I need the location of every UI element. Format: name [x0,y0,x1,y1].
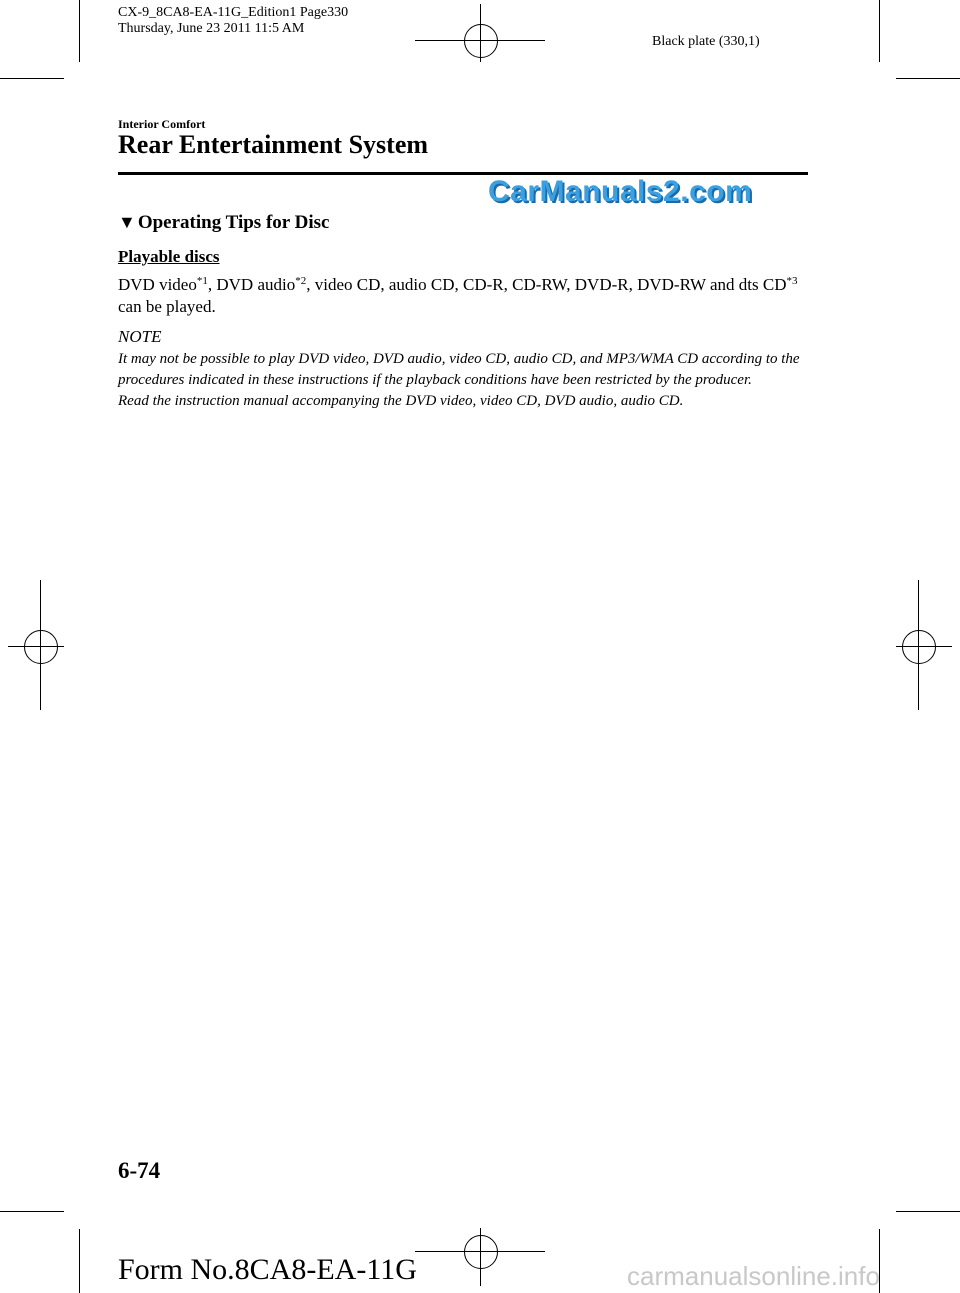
slug-line-2: Thursday, June 23 2011 11:5 AM [118,21,305,36]
footnote-ref: *2 [295,275,307,287]
form-number: Form No.8CA8-EA-11G [118,1253,417,1286]
print-slug [118,5,348,37]
page-number: 6-74 [118,1158,161,1183]
text-run: can be played. [118,297,216,316]
triangle-marker-icon: ▼ [118,212,136,232]
footer-watermark: carmanualsonline.info [627,1261,880,1291]
body-paragraph [118,274,810,318]
note-paragraph-2: Read the instruction manual accompanying the DVD video, video CD, DVD audio, audio CD. [118,393,684,409]
text-run: , video CD, audio CD, CD-R, CD-RW, DVD-R, DVD-RW and dts CD [306,275,787,294]
footnote-ref: *3 [786,275,798,287]
text-run: DVD video [118,275,197,294]
note-title: NOTE [118,327,162,346]
watermark-logo: CarManuals2.com [488,175,753,208]
note-paragraph-1: It may not be possible to play DVD video, DVD audio, video CD, audio CD, and MP3/WMA CD according to the procedures indicated in these instructions if the playback conditions have been restricted by the producer. [118,351,800,388]
footnote-ref: *1 [196,275,208,287]
playable-discs-label: Playable discs [118,247,220,266]
section-title: Interior Comfort [118,117,206,131]
subsection-heading-text: Operating Tips for Disc [137,212,330,233]
subsection-heading [118,212,329,234]
text-run: , DVD audio [207,275,296,294]
note-body [118,349,810,412]
slug-line-1: CX-9_8CA8-EA-11G_Edition1 Page330 [118,5,349,20]
plate-label: Black plate (330,1) [652,34,760,49]
chapter-title: Rear Entertainment System [118,130,429,159]
